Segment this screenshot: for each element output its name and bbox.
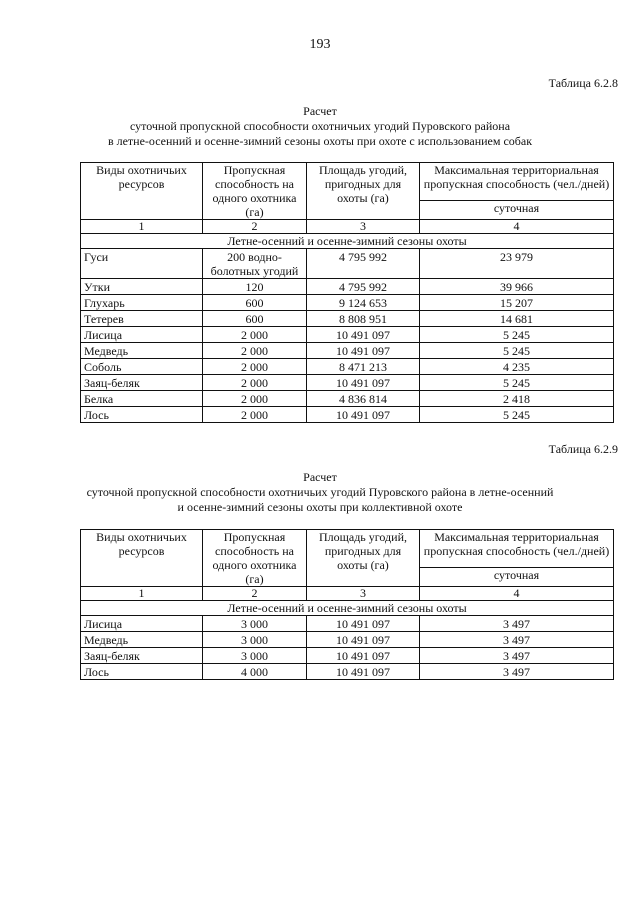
header-area: Площадь угодий, пригодных для охоты (га) bbox=[307, 530, 420, 587]
section-row bbox=[81, 601, 614, 616]
cell-area: 10 491 097 bbox=[307, 616, 420, 632]
cell-daily: 2 418 bbox=[420, 391, 614, 407]
table-id-2: Таблица 6.2.9 bbox=[548, 442, 618, 456]
cell-species: Гуси bbox=[81, 249, 203, 279]
table-row bbox=[81, 343, 614, 359]
section-row bbox=[81, 234, 614, 249]
cell-daily: 5 245 bbox=[420, 327, 614, 343]
table-row bbox=[81, 327, 614, 343]
cell-species: Лось bbox=[81, 664, 203, 680]
table-id-1: Таблица 6.2.8 bbox=[548, 76, 618, 90]
cell-area: 8 808 951 bbox=[307, 311, 420, 327]
cell-species: Глухарь bbox=[81, 295, 203, 311]
header-species: Виды охотничьих ресурсов bbox=[81, 530, 203, 587]
table-row bbox=[81, 279, 614, 295]
table-row bbox=[81, 375, 614, 391]
cell-daily: 5 245 bbox=[420, 375, 614, 391]
header-capacity: Пропускная способность на одного охотника (га) bbox=[203, 163, 307, 220]
col-number: 3 bbox=[307, 587, 420, 601]
cell-species: Лисица bbox=[81, 616, 203, 632]
cell-area: 8 471 213 bbox=[307, 359, 420, 375]
cell-species: Заяц-беляк bbox=[81, 375, 203, 391]
cell-species: Тетерев bbox=[81, 311, 203, 327]
cell-daily: 3 497 bbox=[420, 616, 614, 632]
cell-daily: 14 681 bbox=[420, 311, 614, 327]
table-row bbox=[81, 664, 614, 680]
col-number: 2 bbox=[203, 587, 307, 601]
caption-line: в летне-осенний и осенне-зимний сезоны охоты при охоте с использованием собак bbox=[107, 134, 533, 148]
cell-species: Утки bbox=[81, 279, 203, 295]
caption-line: и осенне-зимний сезоны охоты при коллективной охоте bbox=[177, 500, 463, 514]
cell-area: 10 491 097 bbox=[307, 407, 420, 423]
cell-area: 4 795 992 bbox=[307, 279, 420, 295]
cell-daily: 3 497 bbox=[420, 664, 614, 680]
header-max-capacity: Максимальная территориальная пропускная способность (чел./дней) bbox=[420, 163, 614, 201]
cell-daily: 15 207 bbox=[420, 295, 614, 311]
column-number-row bbox=[81, 587, 614, 601]
cell-capacity: 2 000 bbox=[203, 327, 307, 343]
column-number-row bbox=[81, 220, 614, 234]
cell-species: Соболь bbox=[81, 359, 203, 375]
cell-species: Медведь bbox=[81, 343, 203, 359]
col-number: 4 bbox=[420, 220, 614, 234]
cell-daily: 23 979 bbox=[420, 249, 614, 279]
cell-daily: 3 497 bbox=[420, 632, 614, 648]
cell-capacity: 2 000 bbox=[203, 343, 307, 359]
cell-daily: 4 235 bbox=[420, 359, 614, 375]
cell-area: 10 491 097 bbox=[307, 375, 420, 391]
caption-line: суточной пропускной способности охотничьих угодий Пуровского района bbox=[129, 119, 511, 133]
table-row bbox=[81, 407, 614, 423]
cell-area: 10 491 097 bbox=[307, 632, 420, 648]
cell-daily: 5 245 bbox=[420, 343, 614, 359]
cell-capacity: 600 bbox=[203, 311, 307, 327]
header-daily: суточная bbox=[420, 568, 614, 587]
cell-area: 10 491 097 bbox=[307, 327, 420, 343]
cell-capacity: 2 000 bbox=[203, 407, 307, 423]
hunting-capacity-table-dogs bbox=[80, 162, 614, 423]
caption-line: Расчет bbox=[303, 104, 337, 118]
cell-species: Белка bbox=[81, 391, 203, 407]
cell-area: 10 491 097 bbox=[307, 343, 420, 359]
table-row bbox=[81, 648, 614, 664]
cell-area: 4 836 814 bbox=[307, 391, 420, 407]
table-row bbox=[81, 249, 614, 279]
table-caption-1 bbox=[0, 104, 640, 149]
cell-area: 9 124 653 bbox=[307, 295, 420, 311]
table-row bbox=[81, 616, 614, 632]
caption-line: Расчет bbox=[303, 470, 337, 484]
page-number: 193 bbox=[309, 37, 331, 52]
cell-capacity: 2 000 bbox=[203, 391, 307, 407]
cell-species: Медведь bbox=[81, 632, 203, 648]
cell-capacity: 4 000 bbox=[203, 664, 307, 680]
cell-capacity: 3 000 bbox=[203, 632, 307, 648]
cell-area: 10 491 097 bbox=[307, 664, 420, 680]
section-title: Летне-осенний и осенне-зимний сезоны охоты bbox=[81, 601, 614, 616]
caption-line: суточной пропускной способности охотничьих угодий Пуровского района в летне-осенний bbox=[86, 485, 554, 499]
table-row bbox=[81, 311, 614, 327]
table-row bbox=[81, 359, 614, 375]
header-species: Виды охотничьих ресурсов bbox=[81, 163, 203, 220]
cell-capacity: 3 000 bbox=[203, 616, 307, 632]
table-caption-2 bbox=[0, 470, 640, 515]
cell-daily: 3 497 bbox=[420, 648, 614, 664]
cell-capacity: 120 bbox=[203, 279, 307, 295]
header-capacity: Пропускная способность на одного охотника (га) bbox=[203, 530, 307, 587]
cell-species: Лисица bbox=[81, 327, 203, 343]
col-number: 1 bbox=[81, 587, 203, 601]
section-title: Летне-осенний и осенне-зимний сезоны охоты bbox=[81, 234, 614, 249]
header-max-capacity: Максимальная территориальная пропускная способность (чел./дней) bbox=[420, 530, 614, 568]
header-row bbox=[81, 163, 614, 201]
col-number: 1 bbox=[81, 220, 203, 234]
table-row bbox=[81, 391, 614, 407]
col-number: 4 bbox=[420, 587, 614, 601]
hunting-capacity-table-collective bbox=[80, 529, 614, 680]
header-daily: суточная bbox=[420, 201, 614, 220]
table-row bbox=[81, 632, 614, 648]
cell-area: 4 795 992 bbox=[307, 249, 420, 279]
cell-species: Лось bbox=[81, 407, 203, 423]
col-number: 3 bbox=[307, 220, 420, 234]
cell-daily: 39 966 bbox=[420, 279, 614, 295]
cell-species: Заяц-беляк bbox=[81, 648, 203, 664]
cell-area: 10 491 097 bbox=[307, 648, 420, 664]
cell-capacity: 200 водно-болотных угодий bbox=[203, 249, 307, 279]
header-area: Площадь угодий, пригодных для охоты (га) bbox=[307, 163, 420, 220]
cell-daily: 5 245 bbox=[420, 407, 614, 423]
cell-capacity: 3 000 bbox=[203, 648, 307, 664]
header-row bbox=[81, 530, 614, 568]
cell-capacity: 600 bbox=[203, 295, 307, 311]
cell-capacity: 2 000 bbox=[203, 375, 307, 391]
table-row bbox=[81, 295, 614, 311]
cell-capacity: 2 000 bbox=[203, 359, 307, 375]
col-number: 2 bbox=[203, 220, 307, 234]
